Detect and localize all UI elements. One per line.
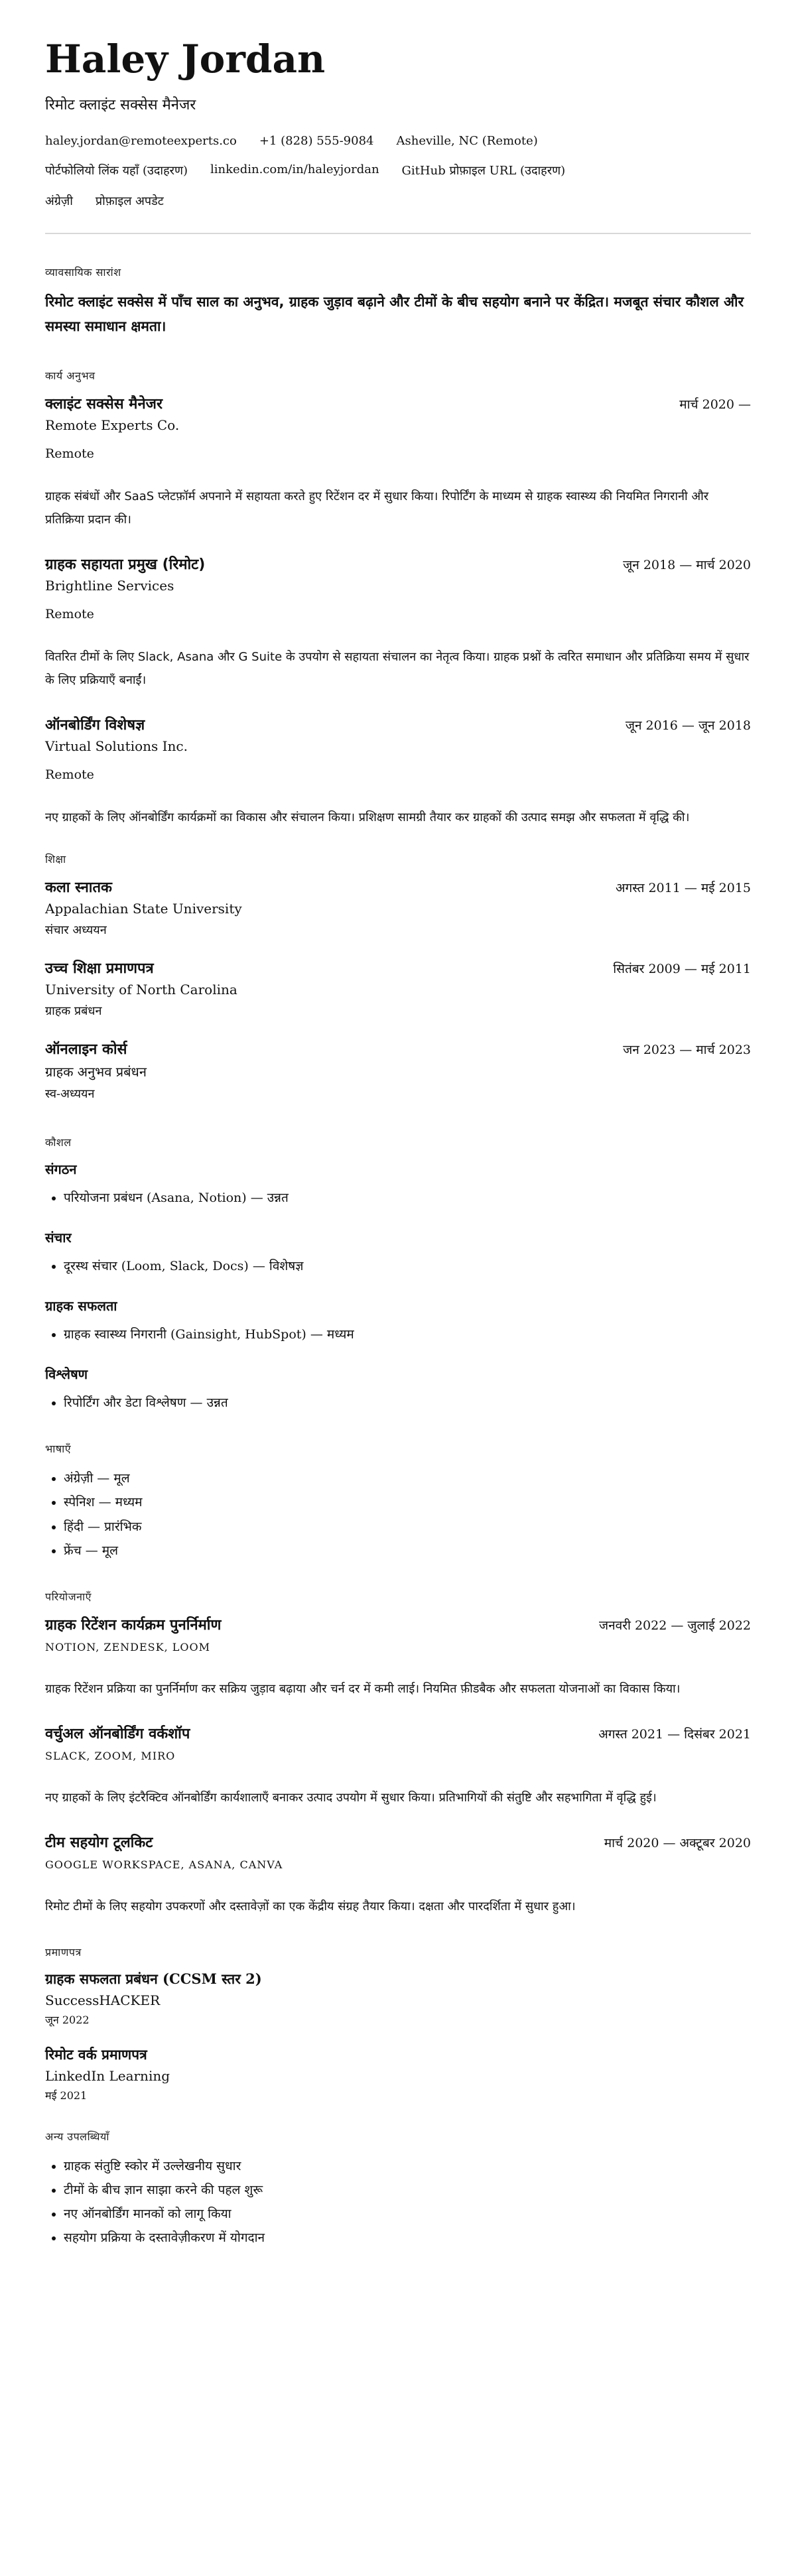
skill-item: • रिपोर्टिंग और डेटा विश्लेषण — उन्नत <box>64 1391 751 1415</box>
section-label-experience: कार्य अनुभव <box>45 369 96 382</box>
experience-location: Remote <box>45 606 94 621</box>
skill-item: • परियोजना प्रबंधन (Asana, Notion) — उन्नत <box>64 1186 751 1210</box>
experience-description: नए ग्राहकों के लिए ऑनबोर्डिंग कार्यक्रमों का विकास और संचालन किया। प्रशिक्षण सामग्री तैयार कर ग्राहकों की उत्पाद समझ और सफलता में वृद्धि की। <box>45 810 690 824</box>
summary-section <box>45 265 751 339</box>
summary-text: रिमोट क्लाइंट सक्सेस में पाँच साल का अनुभव, ग्राहक जुड़ाव बढ़ाने और टीमों के बीच सहयोग बनाने पर केंद्रित। मजबूत संचार कौशल और समस्या समाधान क्षमता। <box>45 294 744 334</box>
skill-group-title: विश्लेषण <box>45 1366 88 1383</box>
education-date: सितंबर 2009 — मई 2011 <box>613 961 751 976</box>
education-school: Appalachian State University <box>45 900 242 917</box>
skill-group-title: संचार <box>45 1230 72 1246</box>
project-date: मार्च 2020 — अक्टूबर 2020 <box>604 1835 751 1850</box>
skill-group-title: संगठन <box>45 1161 77 1177</box>
project-item <box>45 1614 751 1701</box>
skill-list <box>45 1186 751 1210</box>
certifications-section <box>45 1945 751 2102</box>
achievement-item: • सहयोग प्रक्रिया के दस्तावेज़ीकरण में योगदान <box>64 2226 751 2250</box>
experience-date: जून 2018 — मार्च 2020 <box>623 557 751 572</box>
education-note: ग्राहक प्रबंधन <box>45 1003 102 1018</box>
project-date: जनवरी 2022 — जुलाई 2022 <box>599 1618 751 1633</box>
experience-section <box>45 368 751 829</box>
contact-row-1 <box>45 134 751 148</box>
achievement-item: • ग्राहक संतुष्टि स्कोर में उल्लेखनीय सुधार <box>64 2154 751 2178</box>
education-section <box>45 852 751 1102</box>
experience-date: जून 2016 — जून 2018 <box>625 718 751 733</box>
experience-description: ग्राहक संबंधों और SaaS प्लेटफ़ॉर्म अपनाने में सहायता करते हुए रिटेंशन दर में सुधार किया। रिपोर्टिंग के माध्यम से ग्राहक स्वास्थ्य की नियमित निगरानी और प्रतिक्रिया प्रदान की। <box>45 489 709 527</box>
experience-company: Virtual Solutions Inc. <box>45 738 188 754</box>
education-title: कला स्नातक <box>45 879 112 896</box>
education-title: उच्च शिक्षा प्रमाणपत्र <box>45 960 154 977</box>
language-item: • फ्रेंच — मूल <box>64 1539 751 1563</box>
achievement-item: • नए ऑनबोर्डिंग मानकों को लागू किया <box>64 2202 751 2226</box>
skill-list <box>45 1391 751 1415</box>
language-item: • हिंदी — प्रारंभिक <box>64 1515 751 1539</box>
education-school: University of North Carolina <box>45 981 237 998</box>
achievement-item: • टीमों के बीच ज्ञान साझा करने की पहल शुरू <box>64 2178 751 2202</box>
experience-description: वितरित टीमों के लिए Slack, Asana और G Suite के उपयोग से सहायता संचालन का नेतृत्व किया। ग्राहक प्रश्नों के त्वरित समाधान और प्रतिक्रिया समय में सुधार के लिए प्रक्रियाएँ बनाईं। <box>45 649 750 687</box>
language-item: • अंग्रेज़ी — मूल <box>64 1466 751 1490</box>
section-label-languages: भाषाएँ <box>45 1443 72 1456</box>
project-description: रिमोट टीमों के लिए सहयोग उपकरणों और दस्तावेज़ों का एक केंद्रीय संग्रह तैयार किया। दक्षता और पारदर्शिता में सुधार हुआ। <box>45 1899 576 1913</box>
skills-section <box>45 1135 751 1415</box>
experience-item <box>45 714 751 829</box>
section-label-achievements: अन्य उपलब्धियाँ <box>45 2130 109 2143</box>
project-tools: GOOGLE WORKSPACE, ASANA, CANVA <box>45 1858 283 1871</box>
section-label-projects: परियोजनाएँ <box>45 1590 92 1603</box>
experience-item <box>45 393 751 531</box>
project-tools: SLACK, ZOOM, MIRO <box>45 1749 176 1762</box>
section-label-summary: व्यावसायिक सारांश <box>45 266 121 279</box>
contact-row-2 <box>45 162 751 178</box>
phone-number[interactable]: +1 (828) 555-9084 <box>259 134 374 148</box>
experience-location: Remote <box>45 446 94 461</box>
experience-company: Remote Experts Co. <box>45 417 180 433</box>
resume-header <box>45 36 751 209</box>
section-label-certifications: प्रमाणपत्र <box>45 1946 82 1959</box>
experience-company: Brightline Services <box>45 577 174 594</box>
profile-update-tag: प्रोफ़ाइल अपडेट <box>95 194 164 208</box>
github-link[interactable]: GitHub प्रोफ़ाइल URL (उदाहरण) <box>401 164 566 178</box>
education-note: संचार अध्ययन <box>45 923 107 937</box>
portfolio-link[interactable]: पोर्टफोलियो लिंक यहाँ (उदाहरण) <box>45 164 188 178</box>
experience-item <box>45 554 751 692</box>
education-school: ग्राहक अनुभव प्रबंधन <box>45 1063 147 1080</box>
contact-row-3 <box>45 193 751 209</box>
projects-section <box>45 1589 751 1918</box>
education-title: ऑनलाइन कोर्स <box>45 1041 127 1058</box>
certification-name: रिमोट वर्क प्रमाणपत्र <box>45 2046 147 2063</box>
skill-list <box>45 1322 751 1346</box>
experience-title: क्लाइंट सक्सेस मैनेजर <box>45 395 163 413</box>
achievements-section <box>45 2129 751 2250</box>
certification-date: मई 2021 <box>45 2089 88 2102</box>
section-label-skills: कौशल <box>45 1135 72 1149</box>
experience-location: Remote <box>45 767 94 782</box>
project-title: ग्राहक रिटेंशन कार्यक्रम पुनर्निर्माण <box>45 1616 222 1634</box>
project-item <box>45 1723 751 1809</box>
project-date: अगस्त 2021 — दिसंबर 2021 <box>598 1726 751 1742</box>
skill-list <box>45 1254 751 1278</box>
skill-group-title: ग्राहक सफलता <box>45 1298 117 1315</box>
project-description: नए ग्राहकों के लिए इंटरैक्टिव ऑनबोर्डिंग कार्यशालाएँ बनाकर उत्पाद उपयोग में सुधार किया। प्रतिभागियों की संतुष्टि और सहभागिता में वृद्धि हुई। <box>45 1790 657 1805</box>
project-item <box>45 1832 751 1918</box>
header-divider <box>45 233 751 234</box>
skill-item: • दूरस्थ संचार (Loom, Slack, Docs) — विशेषज्ञ <box>64 1254 751 1278</box>
education-note: स्व-अध्ययन <box>45 1086 95 1101</box>
certification-item <box>45 1970 751 2027</box>
linkedin-link[interactable]: linkedin.com/in/haleyjordan <box>210 162 379 176</box>
project-description: ग्राहक रिटेंशन प्रक्रिया का पुनर्निर्माण कर सक्रिय जुड़ाव बढ़ाया और चर्न दर में कमी लाई। नियमित फ़ीडबैक और सफलता योजनाओं का विकास किया। <box>45 1681 681 1696</box>
education-date: अगस्त 2011 — मई 2015 <box>616 880 751 895</box>
certification-name: ग्राहक सफलता प्रबंधन (CCSM स्तर 2) <box>45 1970 262 1987</box>
section-label-education: शिक्षा <box>45 852 66 866</box>
email-link[interactable]: haley.jordan@remoteexperts.co <box>45 134 237 148</box>
candidate-name: Haley Jordan <box>45 36 326 82</box>
achievement-list <box>45 2154 751 2250</box>
job-title: रिमोट क्लाइंट सक्सेस मैनेजर <box>45 97 196 113</box>
skill-item: • ग्राहक स्वास्थ्य निगरानी (Gainsight, HubSpot) — मध्यम <box>64 1322 751 1346</box>
languages-section <box>45 1441 751 1562</box>
certification-issuer: LinkedIn Learning <box>45 2068 170 2084</box>
experience-title: ऑनबोर्डिंग विशेषज्ञ <box>45 716 145 734</box>
experience-date: मार्च 2020 — <box>679 397 751 412</box>
project-title: टीम सहयोग टूलकिट <box>45 1834 153 1851</box>
education-date: जन 2023 — मार्च 2023 <box>623 1042 751 1057</box>
language-item: • स्पेनिश — मध्यम <box>64 1490 751 1514</box>
education-item <box>45 877 751 938</box>
language-list <box>45 1466 751 1562</box>
certification-date: जून 2022 <box>45 2014 90 2026</box>
certification-issuer: SuccessHACKER <box>45 1992 161 2008</box>
project-title: वर्चुअल ऑनबोर्डिंग वर्कशॉप <box>45 1725 190 1742</box>
education-item <box>45 1039 751 1102</box>
certification-item <box>45 2045 751 2102</box>
language-tag: अंग्रेज़ी <box>45 194 73 208</box>
location: Asheville, NC (Remote) <box>396 134 538 148</box>
project-tools: NOTION, ZENDESK, LOOM <box>45 1640 211 1653</box>
experience-title: ग्राहक सहायता प्रमुख (रिमोट) <box>45 556 206 573</box>
education-item <box>45 958 751 1019</box>
